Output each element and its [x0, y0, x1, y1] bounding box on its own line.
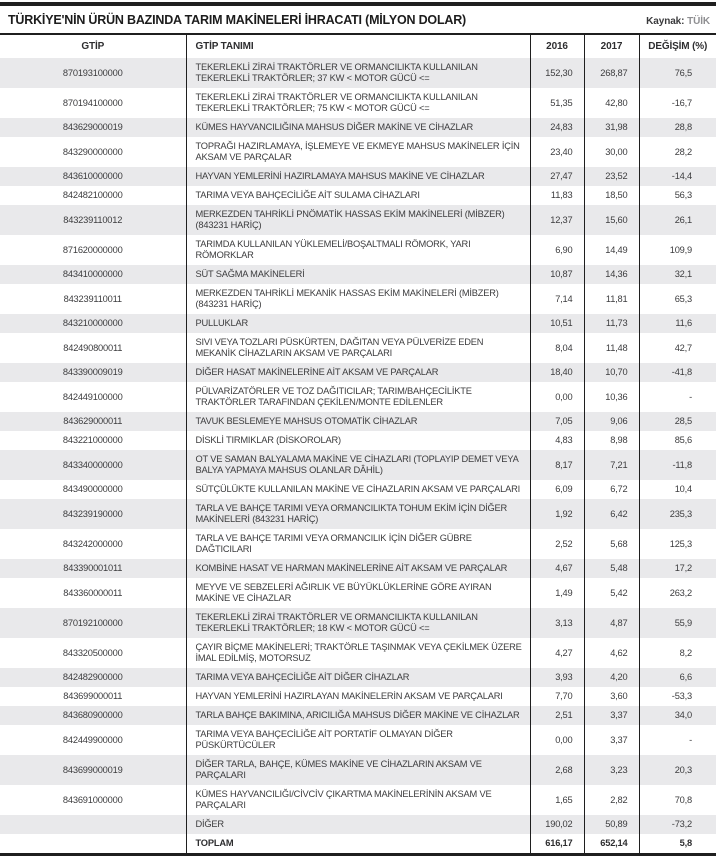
gtip-code-cell: 842490800011 [63, 342, 123, 353]
change-percent-cell: 34,0 [639, 706, 716, 725]
value-2017-cell: 5,68 [584, 529, 639, 559]
change-percent-cell: 28,8 [639, 118, 716, 137]
table-row [0, 578, 716, 608]
table-row [0, 815, 716, 834]
gtip-description-cell: TARLA BAHÇE BAKIMINA, ARICILIĞA MAHSUS DİĞER MAKİNE VE CİHAZLAR [186, 706, 530, 725]
gtip-code-cell: 843691000000 [62, 794, 123, 805]
value-2016-cell: 2,51 [530, 706, 584, 725]
gtip-description-cell: TARIMA VEYA BAHÇECİLİĞE AİT PORTATİF OLMAYAN DİĞER PÜSKÜRTÜCÜLER [186, 725, 530, 755]
gtip-code-cell: 842482900000 [62, 672, 123, 682]
gtip-code-cell [0, 815, 186, 834]
value-2017-cell: 10,36 [584, 382, 639, 412]
column-header-2016: 2016 [530, 34, 584, 58]
value-2017-cell: 268,87 [584, 58, 639, 88]
column-header-degisim: DEĞİŞİM (%) [639, 34, 716, 58]
value-2016-cell: 10,87 [530, 265, 584, 284]
table-row [0, 265, 716, 284]
gtip-code-cell: 842449900000 [62, 734, 123, 745]
value-2017-cell: 10,70 [584, 363, 639, 382]
change-percent-cell: 10,4 [639, 480, 716, 499]
gtip-code-cell: 870194100000 [62, 97, 123, 108]
value-2017-cell: 31,98 [584, 118, 639, 137]
change-percent-cell: 42,7 [639, 333, 716, 363]
value-2017-cell: 4,20 [584, 668, 639, 687]
gtip-code-cell: 843320500000 [62, 647, 123, 658]
gtip-description-cell: SÜT SAĞMA MAKİNELERİ [186, 265, 530, 284]
value-2017-cell: 6,72 [584, 480, 639, 499]
change-percent-cell: 28,2 [639, 137, 716, 167]
value-2017-cell: 11,48 [584, 333, 639, 363]
gtip-description-cell: KÜMES HAYVANCILIĞI/CİVCİV ÇIKARTMA MAKİNELERİNİN AKSAM VE PARÇALARI [186, 785, 530, 815]
gtip-description-cell: DİSKLİ TIRMIKLAR (DİSKOROLAR) [186, 431, 530, 450]
table-row [0, 137, 716, 167]
table-row [0, 480, 716, 499]
change-percent-cell: 263,2 [639, 578, 716, 608]
change-percent-cell: 26,1 [639, 205, 716, 235]
table-row [0, 499, 716, 529]
gtip-code-cell: 871620000000 [62, 244, 123, 255]
gtip-code-cell: 843629000011 [63, 416, 123, 426]
gtip-description-cell: TARLA VE BAHÇE TARIMI VEYA ORMANCILIK İÇİN DİĞER GÜBRE DAĞTICILARI [186, 529, 530, 559]
table-body [0, 58, 716, 855]
value-2016-cell: 152,30 [530, 58, 584, 88]
change-percent-cell: -73,2 [639, 815, 716, 834]
title-row [0, 6, 716, 33]
change-percent-cell: -14,4 [639, 167, 716, 186]
gtip-code-cell: 843410000000 [62, 269, 123, 279]
change-percent-cell: 28,5 [639, 412, 716, 431]
value-2016-cell: 4,67 [530, 559, 584, 578]
value-2016-cell: 1,92 [530, 499, 584, 529]
table-header-row [0, 34, 716, 58]
value-2017-cell: 30,00 [584, 137, 639, 167]
gtip-description-cell: MERKEZDEN TAHRİKLİ MEKANİK HASSAS EKİM MAKİNELERİ (MİBZER) (843231 HARİÇ) [186, 284, 530, 314]
change-percent-cell: 17,2 [639, 559, 716, 578]
value-2016-cell: 0,00 [530, 382, 584, 412]
table-row [0, 58, 716, 88]
change-percent-cell: 8,2 [639, 638, 716, 668]
table-row [0, 88, 716, 118]
value-2016-cell: 8,04 [530, 333, 584, 363]
table-row [0, 431, 716, 450]
change-percent-cell: - [639, 725, 716, 755]
report-page [0, 2, 716, 848]
gtip-code-cell: 843390001011 [63, 563, 123, 573]
gtip-code-cell: 843340000000 [62, 459, 123, 470]
gtip-code-cell: 843290000000 [62, 146, 123, 157]
value-2017-cell: 9,06 [584, 412, 639, 431]
table-row [0, 687, 716, 706]
gtip-description-cell: SIVI VEYA TOZLARI PÜSKÜRTEN, DAĞITAN VEYA PÜLVERİZE EDEN MEKANİK CİHAZLARIN AKSAM VE PARÇALARI [186, 333, 530, 363]
value-2017-cell: 3,37 [584, 706, 639, 725]
value-2017-cell: 4,62 [584, 638, 639, 668]
table-row [0, 529, 716, 559]
gtip-code-cell: 843390009019 [62, 367, 123, 377]
change-percent-cell: -11,8 [639, 450, 716, 480]
gtip-code-cell: 843221000000 [62, 435, 123, 445]
gtip-code-cell: 843210000000 [62, 318, 123, 328]
change-percent-cell: -41,8 [639, 363, 716, 382]
gtip-description-cell: PÜLVARİZATÖRLER VE TOZ DAĞITICILAR; TARIM/BAHÇECİLİKTE TRAKTÖRLER TARAFINDAN ÇEKİLEN/MONTE EDİLENLER [186, 382, 530, 412]
change-percent-cell: - [639, 382, 716, 412]
value-2016-cell: 10,51 [530, 314, 584, 333]
value-2017-cell: 50,89 [584, 815, 639, 834]
gtip-description-cell: ÇAYIR BİÇME MAKİNELERİ; TRAKTÖRLE TAŞINMAK VEYA ÇEKİLMEK ÜZERE İMAL EDİLMİŞ, MOTORSUZ [186, 638, 530, 668]
value-2016-cell: 23,40 [530, 137, 584, 167]
value-2017-cell: 11,73 [584, 314, 639, 333]
table-row [0, 450, 716, 480]
value-2017-cell: 11,81 [584, 284, 639, 314]
gtip-description-cell: HAYVAN YEMLERİNİ HAZIRLAMAYA MAHSUS MAKİNE VE CİHAZLAR [186, 167, 530, 186]
value-2017-cell: 23,52 [584, 167, 639, 186]
gtip-description-cell: TEKERLEKLİ ZİRAİ TRAKTÖRLER VE ORMANCILIKTA KULLANILAN TEKERLEKLİ TRAKTÖRLER; 75 KW < MOTOR GÜCÜ <= [186, 88, 530, 118]
gtip-code-cell: 843699000011 [63, 691, 123, 701]
change-percent-cell: 20,3 [639, 755, 716, 785]
source-note [646, 16, 710, 27]
column-header-gtip: GTİP [0, 34, 186, 58]
gtip-description-cell: DİĞER HASAT MAKİNELERİNE AİT AKSAM VE PARÇALAR [186, 363, 530, 382]
gtip-code-cell: 843680900000 [62, 710, 123, 720]
value-2016-cell: 51,35 [530, 88, 584, 118]
gtip-code-cell: 843239190000 [62, 508, 123, 519]
change-percent-cell: 11,6 [639, 314, 716, 333]
page-title: TÜRKİYE'NİN ÜRÜN BAZINDA TARIM MAKİNELERİ İHRACATI (MİLYON DOLAR) [8, 13, 467, 27]
gtip-description-cell: MERKEZDEN TAHRİKLİ PNÖMATİK HASSAS EKİM MAKİNELERİ (MİBZER) (843231 HARİÇ) [186, 205, 530, 235]
gtip-description-cell: DİĞER TARLA, BAHÇE, KÜMES MAKİNE VE CİHAZLARIN AKSAM VE PARÇALARI [186, 755, 530, 785]
change-percent-cell: 85,6 [639, 431, 716, 450]
value-2016-cell: 1,65 [530, 785, 584, 815]
gtip-description-cell: OT VE SAMAN BALYALAMA MAKİNE VE CİHAZLARI (TOPLAYIP DEMET VEYA BALYA YAPMAYA MAHSUS OLANLAR DÂHİL) [186, 450, 530, 480]
table-row [0, 333, 716, 363]
table-row [0, 608, 716, 638]
gtip-description-cell: TARIMA VEYA BAHÇECİLİĞE AİT SULAMA CİHAZLARI [186, 186, 530, 205]
table-row [0, 834, 716, 855]
value-2016-cell: 8,17 [530, 450, 584, 480]
change-percent-cell: 5,8 [639, 834, 716, 855]
column-header-2017: 2017 [584, 34, 639, 58]
table-row [0, 638, 716, 668]
gtip-code-cell [0, 834, 186, 855]
table-row [0, 412, 716, 431]
gtip-description-cell: TARLA VE BAHÇE TARIMI VEYA ORMANCILIKTA TOHUM EKİM İÇİN DİĞER MAKİNELERİ (843231 HARİÇ) [186, 499, 530, 529]
change-percent-cell: 70,8 [639, 785, 716, 815]
gtip-description-cell: TEKERLEKLİ ZİRAİ TRAKTÖRLER VE ORMANCILIKTA KULLANILAN TEKERLEKLİ TRAKTÖRLER; 37 KW < MOTOR GÜCÜ <= [186, 58, 530, 88]
table-row [0, 382, 716, 412]
gtip-code-cell: 870192100000 [62, 617, 123, 628]
gtip-description-cell: MEYVE VE SEBZELERİ AĞIRLIK VE BÜYÜKLÜKLERİNE GÖRE AYIRAN MAKİNE VE CİHAZLAR [186, 578, 530, 608]
value-2016-cell: 4,27 [530, 638, 584, 668]
table-row [0, 118, 716, 137]
value-2017-cell: 8,98 [584, 431, 639, 450]
source-value: TÜİK [687, 16, 710, 27]
change-percent-cell: 235,3 [639, 499, 716, 529]
value-2016-cell: 24,83 [530, 118, 584, 137]
value-2016-cell: 1,49 [530, 578, 584, 608]
gtip-description-cell: TEKERLEKLİ ZİRAİ TRAKTÖRLER VE ORMANCILIKTA KULLANILAN TEKERLEKLİ TRAKTÖRLER; 18 KW < MOTOR GÜCÜ <= [186, 608, 530, 638]
gtip-code-cell: 843610000000 [62, 171, 123, 181]
change-percent-cell: 55,9 [639, 608, 716, 638]
gtip-description-cell: TAVUK BESLEMEYE MAHSUS OTOMATİK CİHAZLAR [186, 412, 530, 431]
table-row [0, 668, 716, 687]
value-2016-cell: 18,40 [530, 363, 584, 382]
value-2016-cell: 3,13 [530, 608, 584, 638]
source-label: Kaynak: [646, 16, 685, 27]
table-row [0, 363, 716, 382]
table-row [0, 235, 716, 265]
table-row [0, 186, 716, 205]
column-header-tanimi: GTİP TANIMI [186, 34, 530, 58]
table-row [0, 785, 716, 815]
change-percent-cell: 125,3 [639, 529, 716, 559]
export-table [0, 33, 716, 856]
value-2017-cell: 18,50 [584, 186, 639, 205]
table-row [0, 755, 716, 785]
change-percent-cell: 6,6 [639, 668, 716, 687]
gtip-description-cell: TOPRAĞI HAZIRLAMAYA, İŞLEMEYE VE EKMEYE MAHSUS MAKİNELER İÇİN AKSAM VE PARÇALAR [186, 137, 530, 167]
gtip-description-cell: HAYVAN YEMLERİNİ HAZIRLAYAN MAKİNELERİN AKSAM VE PARÇALARI [186, 687, 530, 706]
gtip-code-cell: 842449100000 [62, 391, 123, 402]
gtip-description-cell: TOPLAM [186, 834, 530, 855]
table-row [0, 559, 716, 578]
value-2017-cell: 6,42 [584, 499, 639, 529]
table-row [0, 205, 716, 235]
value-2017-cell: 3,60 [584, 687, 639, 706]
gtip-description-cell: PULLUKLAR [186, 314, 530, 333]
value-2016-cell: 4,83 [530, 431, 584, 450]
value-2016-cell: 6,09 [530, 480, 584, 499]
change-percent-cell: 32,1 [639, 265, 716, 284]
value-2016-cell: 3,93 [530, 668, 584, 687]
value-2016-cell: 7,14 [530, 284, 584, 314]
value-2017-cell: 14,49 [584, 235, 639, 265]
gtip-code-cell: 843239110011 [63, 293, 122, 304]
gtip-description-cell: DİĞER [186, 815, 530, 834]
value-2017-cell: 14,36 [584, 265, 639, 284]
value-2016-cell: 12,37 [530, 205, 584, 235]
gtip-code-cell: 843699000019 [62, 764, 123, 775]
change-percent-cell: 76,5 [639, 58, 716, 88]
value-2016-cell: 27,47 [530, 167, 584, 186]
value-2016-cell: 0,00 [530, 725, 584, 755]
gtip-description-cell: KOMBİNE HASAT VE HARMAN MAKİNELERİNE AİT AKSAM VE PARÇALAR [186, 559, 530, 578]
gtip-code-cell: 843360000011 [63, 587, 123, 598]
table-row [0, 725, 716, 755]
gtip-description-cell: TARIMDA KULLANILAN YÜKLEMELİ/BOŞALTMALI RÖMORK, YARI RÖMORKLAR [186, 235, 530, 265]
value-2017-cell: 7,21 [584, 450, 639, 480]
change-percent-cell: 109,9 [639, 235, 716, 265]
value-2017-cell: 42,80 [584, 88, 639, 118]
gtip-code-cell: 843239110012 [63, 214, 123, 225]
table-row [0, 706, 716, 725]
gtip-description-cell: TARIMA VEYA BAHÇECİLİĞE AİT DİĞER CİHAZLAR [186, 668, 530, 687]
gtip-code-cell: 843490000000 [62, 484, 123, 494]
value-2017-cell: 3,23 [584, 755, 639, 785]
gtip-code-cell: 843242000000 [62, 538, 123, 549]
table-row [0, 167, 716, 186]
value-2016-cell: 7,05 [530, 412, 584, 431]
change-percent-cell: -16,7 [639, 88, 716, 118]
value-2016-cell: 11,83 [530, 186, 584, 205]
value-2017-cell: 5,42 [584, 578, 639, 608]
change-percent-cell: 65,3 [639, 284, 716, 314]
value-2016-cell: 2,52 [530, 529, 584, 559]
value-2016-cell: 2,68 [530, 755, 584, 785]
gtip-description-cell: SÜTÇÜLÜKTE KULLANILAN MAKİNE VE CİHAZLARIN AKSAM VE PARÇALARI [186, 480, 530, 499]
value-2017-cell: 2,82 [584, 785, 639, 815]
value-2016-cell: 7,70 [530, 687, 584, 706]
value-2016-cell: 190,02 [530, 815, 584, 834]
table-row [0, 314, 716, 333]
change-percent-cell: -53,3 [639, 687, 716, 706]
value-2016-cell: 6,90 [530, 235, 584, 265]
value-2017-cell: 15,60 [584, 205, 639, 235]
value-2017-cell: 4,87 [584, 608, 639, 638]
value-2017-cell: 652,14 [584, 834, 639, 855]
gtip-code-cell: 843629000019 [62, 122, 123, 132]
gtip-code-cell: 870193100000 [62, 67, 123, 78]
value-2017-cell: 3,37 [584, 725, 639, 755]
gtip-code-cell: 842482100000 [62, 190, 123, 200]
change-percent-cell: 56,3 [639, 186, 716, 205]
value-2017-cell: 5,48 [584, 559, 639, 578]
gtip-description-cell: KÜMES HAYVANCILIĞINA MAHSUS DİĞER MAKİNE VE CİHAZLAR [186, 118, 530, 137]
table-row [0, 284, 716, 314]
value-2016-cell: 616,17 [530, 834, 584, 855]
